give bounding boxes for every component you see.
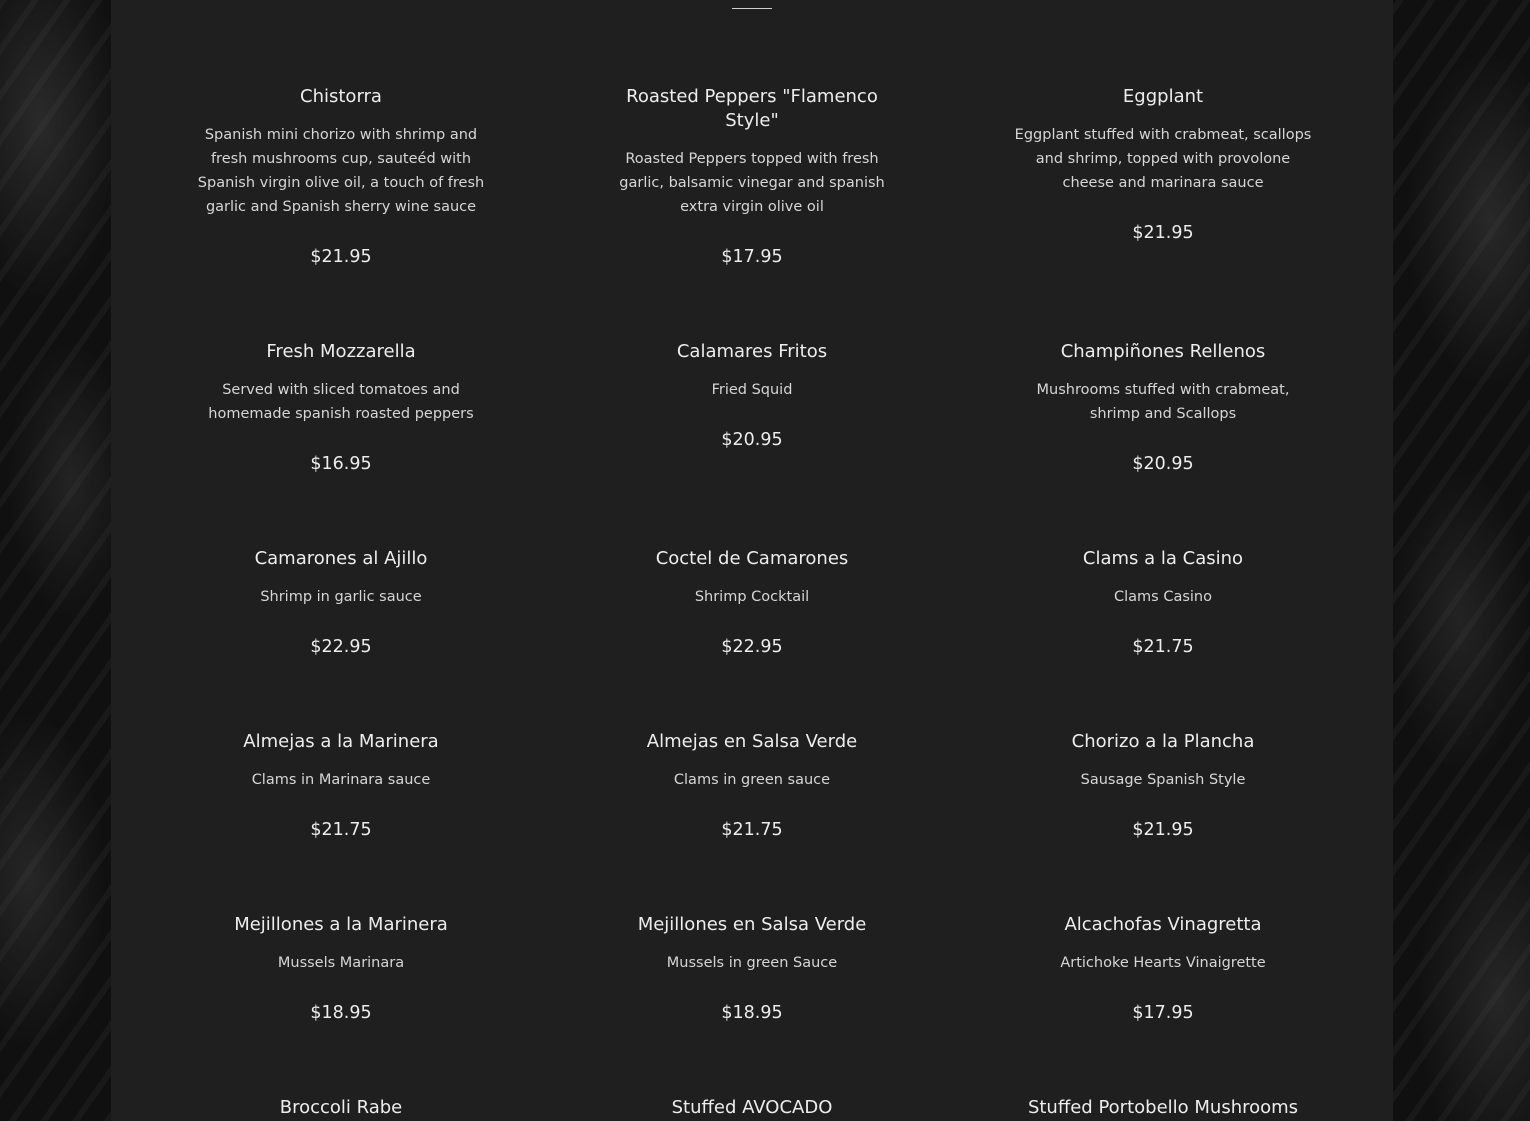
menu-item-description: Spanish mini chorizo with shrimp and fresh mushrooms cup, sauteéd with Spanish virgin olive oil, a touch of fresh garlic and Spanish sherry wine sauce xyxy=(197,127,485,215)
menu-item-price: $17.95 xyxy=(721,247,783,267)
menu-item xyxy=(191,730,491,842)
menu-item-price: $22.95 xyxy=(310,637,372,657)
menu-item-name: Almejas en Salsa Verde xyxy=(646,731,858,752)
menu-item-name: Almejas a la Marinera xyxy=(243,731,439,752)
menu-item-name: Eggplant xyxy=(1122,86,1204,107)
menu-item-description: Mushrooms stuffed with crabmeat, shrimp and Scallops xyxy=(1036,382,1290,422)
menu-item-name: Clams a la Casino xyxy=(1082,548,1244,569)
menu-item xyxy=(1013,85,1313,245)
menu-item-description: Roasted Peppers topped with fresh garlic, balsamic vinegar and spanish extra virgin olive oil xyxy=(619,151,885,215)
menu-item-price: $21.95 xyxy=(1132,223,1194,243)
menu-item-description: Artichoke Hearts Vinaigrette xyxy=(1060,955,1266,971)
menu-item-price: $18.95 xyxy=(721,1003,783,1023)
menu-item xyxy=(1013,547,1313,659)
menu-item-name: Fresh Mozzarella xyxy=(266,341,416,362)
menu-item-name: Calamares Fritos xyxy=(676,341,828,362)
menu-item-name: Stuffed Portobello Mushrooms xyxy=(1027,1097,1299,1118)
menu-item-price: $21.95 xyxy=(1132,820,1194,840)
menu-item-name: Broccoli Rabe xyxy=(279,1097,403,1118)
menu-item xyxy=(1013,340,1313,476)
menu-item-description: Clams Casino xyxy=(1114,589,1212,605)
menu-item xyxy=(602,340,902,452)
menu-item xyxy=(602,913,902,1025)
section-divider xyxy=(732,8,772,9)
menu-item-price: $18.95 xyxy=(310,1003,372,1023)
menu-item-description: Clams in Marinara sauce xyxy=(251,772,431,788)
menu-item-name: Chorizo a la Plancha xyxy=(1071,731,1255,752)
menu-item-price: $20.95 xyxy=(1132,454,1194,474)
menu-item xyxy=(191,913,491,1025)
menu-item-description: Mussels Marinara xyxy=(277,955,405,971)
menu-item xyxy=(191,547,491,659)
menu-item-price: $17.95 xyxy=(1132,1003,1194,1023)
menu-item-name: Stuffed AVOCADO xyxy=(671,1097,833,1118)
menu-item xyxy=(191,1096,491,1120)
menu-item xyxy=(602,547,902,659)
menu-item xyxy=(1013,1096,1313,1120)
menu-item-description: Mussels in green Sauce xyxy=(666,955,838,971)
menu-item-description: Shrimp in garlic sauce xyxy=(260,589,422,605)
menu-item xyxy=(191,340,491,476)
menu-item xyxy=(191,85,491,269)
menu-item-description: Sausage Spanish Style xyxy=(1080,772,1246,788)
menu-item-name: Coctel de Camarones xyxy=(655,548,849,569)
menu-item-description: Served with sliced tomatoes and homemade spanish roasted peppers xyxy=(208,382,474,422)
menu-item-description: Shrimp Cocktail xyxy=(694,589,810,605)
menu-item-price: $21.75 xyxy=(310,820,372,840)
menu-item-price: $21.75 xyxy=(1132,637,1194,657)
menu-panel xyxy=(111,0,1393,1121)
menu-item xyxy=(602,85,902,269)
menu-item-description: Eggplant stuffed with crabmeat, scallops and shrimp, topped with provolone cheese and marinara sauce xyxy=(1014,127,1312,191)
menu-item xyxy=(1013,730,1313,842)
menu-item-name: Chistorra xyxy=(300,86,382,107)
menu-item-price: $21.75 xyxy=(721,820,783,840)
menu-item-price: $21.95 xyxy=(310,247,372,267)
menu-item-name: Champiñones Rellenos xyxy=(1060,341,1266,362)
menu-item-description: Fried Squid xyxy=(711,382,793,398)
menu-item-price: $20.95 xyxy=(721,430,783,450)
menu-item-description: Clams in green sauce xyxy=(673,772,831,788)
menu-item-price: $22.95 xyxy=(721,637,783,657)
menu-item-name: Roasted Peppers "Flamenco Style" xyxy=(626,86,878,131)
menu-item-name: Mejillones en Salsa Verde xyxy=(637,914,867,935)
menu-item-price: $16.95 xyxy=(310,454,372,474)
menu-item-name: Camarones al Ajillo xyxy=(254,548,428,569)
menu-item xyxy=(602,1096,902,1120)
menu-item-name: Mejillones a la Marinera xyxy=(234,914,448,935)
menu-item xyxy=(602,730,902,842)
menu-item xyxy=(1013,913,1313,1025)
menu-item-name: Alcachofas Vinagretta xyxy=(1064,914,1262,935)
